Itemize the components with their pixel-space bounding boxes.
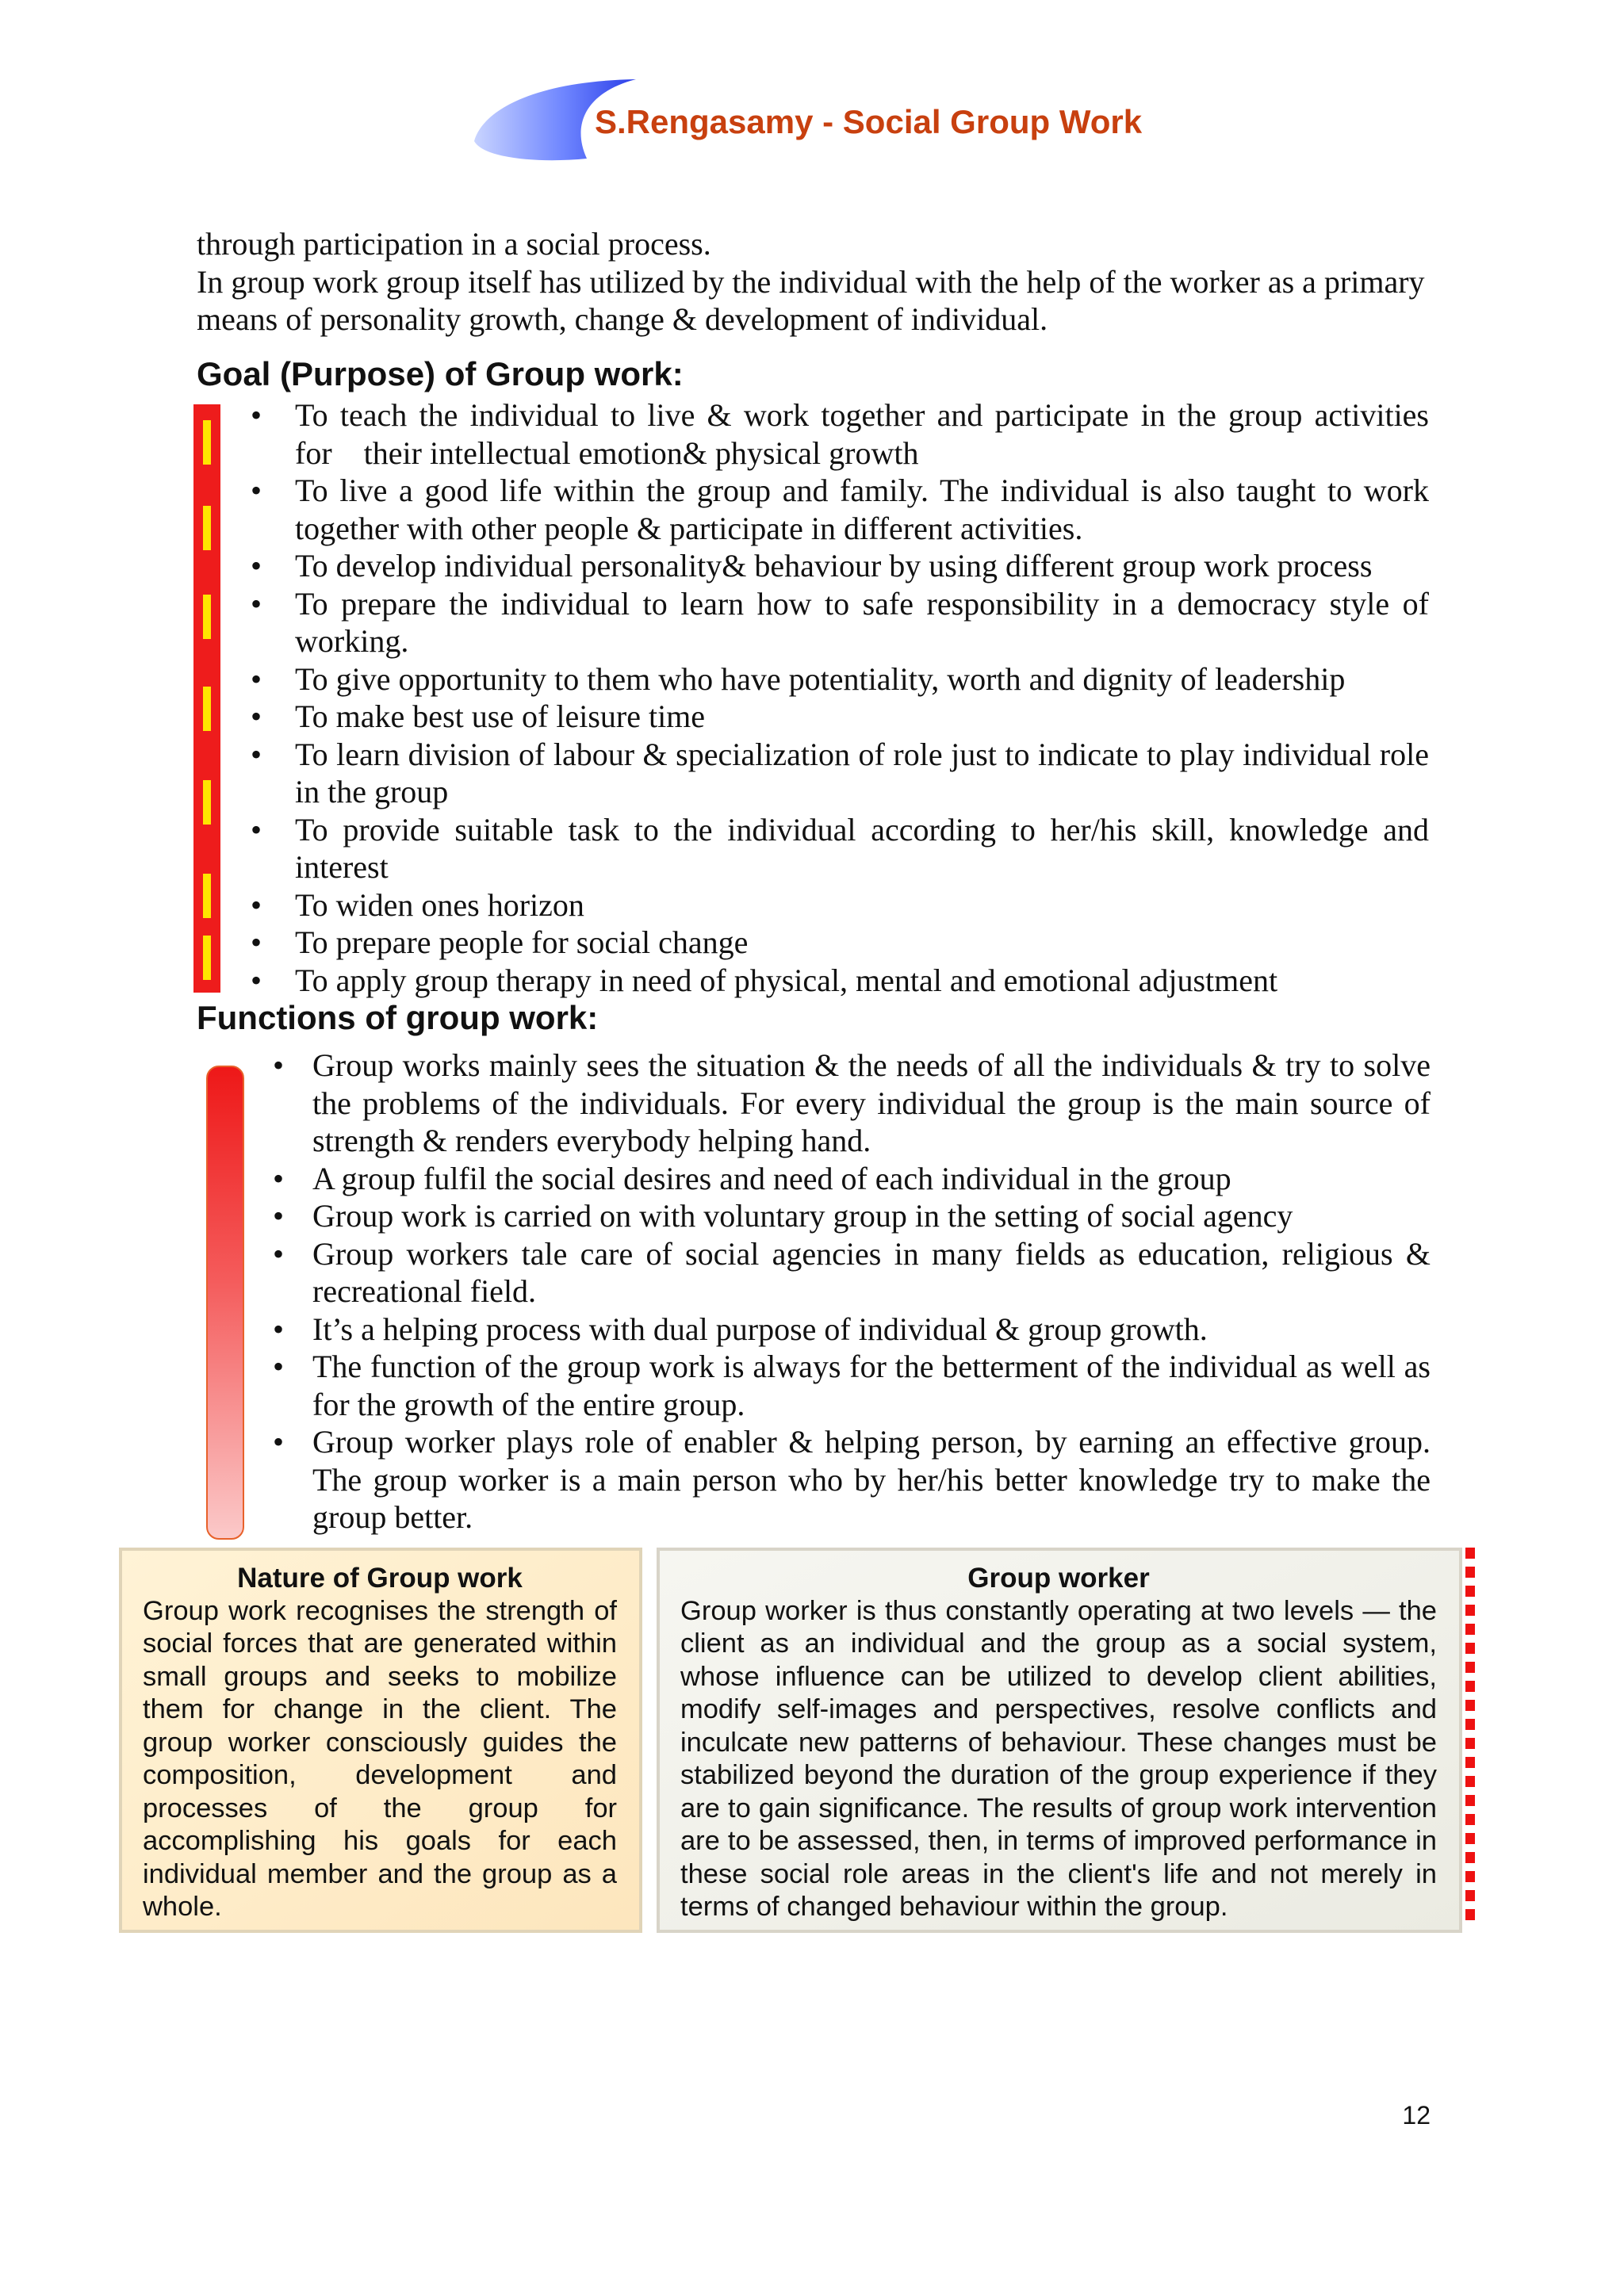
list-item: • To prepare people for social change <box>295 924 1429 962</box>
goal-heading: Goal (Purpose) of Group work: <box>197 355 684 392</box>
list-item: • Group work is carried on with voluntary group in the setting of social agency <box>312 1197 1431 1235</box>
list-item: • To give opportunity to them who have potentiality, worth and dignity of leadership <box>295 660 1429 698</box>
functions-list <box>312 1047 1431 1536</box>
box-title: Nature of Group work <box>237 1563 523 1594</box>
decorative-dotted-border <box>1465 1548 1475 1933</box>
page-header <box>468 76 1182 163</box>
list-item: • Group workers tale care of social agencies in many fields as education, religious & recreational field. <box>312 1235 1431 1311</box>
page-number: 12 <box>1402 2101 1431 2130</box>
nature-of-group-work-box <box>119 1548 642 1933</box>
group-worker-box <box>657 1548 1462 1933</box>
list-item: • To teach the individual to live & work together and participate in the group activities for their intellectual emotion& physical growth <box>295 396 1429 472</box>
box-body: Group work recognises the strength of social forces that are generated within small groups and seeks to mobilize them for change in the client. The group worker consciously guides the composition, development and processes of the group for accomplishing his goals for each individual member and the group as a whole. <box>143 1595 617 1922</box>
list-item: • The function of the group work is always for the betterment of the individual as well as for the growth of the entire group. <box>312 1348 1431 1423</box>
functions-heading: Functions of group work: <box>197 999 599 1036</box>
intro-text <box>197 225 1434 339</box>
intro-line: through participation in a social process. <box>197 226 711 262</box>
list-item: • To live a good life within the group and family. The individual is also taught to work together with other people & participate in different activities. <box>295 472 1429 547</box>
list-item: • To make best use of leisure time <box>295 698 1429 736</box>
list-item: • To prepare the individual to learn how to safe responsibility in a democracy style of working. <box>295 585 1429 660</box>
functions-decorative-bar <box>206 1066 244 1540</box>
list-item: • To learn division of labour & specialization of role just to indicate to play individual role in the group <box>295 736 1429 811</box>
list-item: • To provide suitable task to the individual according to her/his skill, knowledge and interest <box>295 811 1429 886</box>
list-item: • To develop individual personality& behaviour by using different group work process <box>295 547 1429 585</box>
header-title: S.Rengasamy - Social Group Work <box>595 103 1143 140</box>
list-item: • To widen ones horizon <box>295 886 1429 924</box>
goal-decorative-bar <box>193 404 220 993</box>
list-item: • A group fulfil the social desires and need of each individual in the group <box>312 1160 1431 1198</box>
list-item: • Group worker plays role of enabler & helping person, by earning an effective group. The group worker is a main person who by her/his better knowledge try to make the group better. <box>312 1423 1431 1536</box>
intro-line: In group work group itself has utilized by the individual with the help of the worker as a primary means of personality growth, change & development of individual. <box>197 263 1425 337</box>
list-item: • To apply group therapy in need of physical, mental and emotional adjustment <box>295 962 1429 1000</box>
goal-list <box>295 396 1429 999</box>
list-item: • Group works mainly sees the situation & the needs of all the individuals & try to solve the problems of the individuals. For every individual the group is the main source of strength & renders everybody helping hand. <box>312 1047 1431 1160</box>
box-body: Group worker is thus constantly operating at two levels — the client as an individual and the group as a social system, whose influence can be utilized to develop client abilities, modify self-images and perspectives, resolve conflicts and inculcate new patterns of behaviour. These changes must be stabilized beyond the duration of the group experience if they are to gain significance. The results of group work intervention are to be assessed, then, in terms of improved performance in these social role areas in the client's life and not merely in terms of changed behaviour within the group. <box>680 1595 1437 1922</box>
box-title: Group worker <box>967 1563 1150 1594</box>
list-item: • It’s a helping process with dual purpose of individual & group growth. <box>312 1311 1431 1349</box>
